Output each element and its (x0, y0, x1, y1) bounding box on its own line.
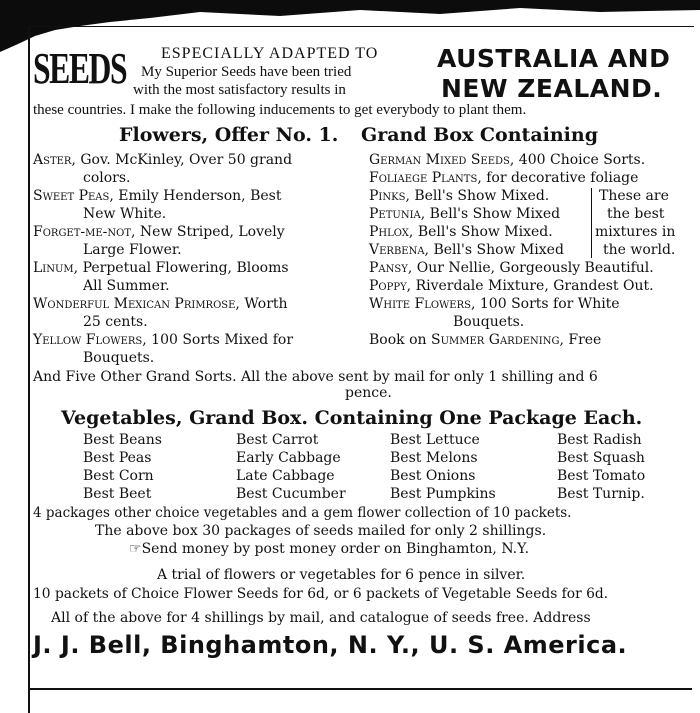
vegetable-item: Best Turnip. (557, 486, 645, 502)
flower-item: Pansy, Our Nellie, Gorgeously Beautiful. (369, 260, 654, 276)
flower-item: Sweet Peas, Emily Henderson, Best (33, 188, 282, 204)
australia-heading: AUSTRALIA AND (437, 44, 671, 73)
flower-item-cont: Bouquets. (83, 350, 155, 366)
flower-item-cont: 25 cents. (83, 314, 148, 330)
flower-item: Foliaege Plants, for decorative foliage (369, 170, 639, 186)
flower-item-cont: colors. (83, 170, 131, 186)
trial-offer: A trial of flowers or vegetables for 6 pence in silver. (157, 567, 526, 583)
vegetable-item: Best Corn (83, 468, 154, 484)
flower-closing: And Five Other Grand Sorts. All the above sent by mail for only 1 shilling and 6 (33, 369, 598, 385)
vegetables-heading: Vegetables, Grand Box. Containing One Package Each. (61, 407, 643, 429)
vegetable-item: Early Cabbage (236, 450, 341, 466)
flowers-heading: Flowers, Offer No. 1. (119, 124, 339, 146)
mixtures-divider (591, 188, 592, 258)
mixtures-note: mixtures in (595, 224, 676, 240)
packets-offer: 10 packets of Choice Flower Seeds for 6d, or 6 packets of Vegetable Seeds for 6d. (33, 586, 609, 602)
vegetable-item: Best Squash (557, 450, 645, 466)
book-offer: Book on Summer Gardening, Free (369, 332, 602, 348)
flower-item: White Flowers, 100 Sorts for White (369, 296, 620, 312)
vegetable-item: Best Beet (83, 486, 152, 502)
vegetable-item: Best Pumpkins (390, 486, 496, 502)
bell-mixture-item: Phlox, Bell's Show Mixed. (369, 224, 553, 240)
vegetable-item: Best Onions (390, 468, 476, 484)
flower-item-cont: New White. (83, 206, 167, 222)
vegetable-item: Best Cucumber (236, 486, 346, 502)
flower-item: German Mixed Seeds, 400 Choice Sorts. (369, 152, 646, 168)
new-zealand-heading: NEW ZEALAND. (441, 74, 663, 103)
flower-closing-cont: pence. (345, 385, 392, 401)
grand-box-heading: Grand Box Containing (361, 124, 598, 146)
flower-item-cont: Bouquets. (453, 314, 525, 330)
bell-mixture-item: Pinks, Bell's Show Mixed. (369, 188, 550, 204)
flower-item: Aster, Gov. McKinley, Over 50 grand (33, 152, 293, 168)
bottom-rule (28, 688, 692, 690)
money-order-line: ☞Send money by post money order on Binghamton, N.Y. (129, 541, 530, 557)
flower-item: Yellow Flowers, 100 Sorts Mixed for (33, 332, 294, 348)
flower-item-cont: All Summer. (83, 278, 170, 294)
vegetable-item: Best Peas (83, 450, 152, 466)
advertiser-address: J. J. Bell, Binghamton, N. Y., U. S. America. (33, 631, 628, 659)
intro-line: these countries. I make the following inducements to get everybody to plant them. (33, 102, 527, 118)
vegetable-item: Best Carrot (236, 432, 319, 448)
flower-item: Forget-me-not, New Striped, Lovely (33, 224, 285, 240)
vegetable-item: Best Tomato (557, 468, 646, 484)
vegetable-item: Best Radish (557, 432, 642, 448)
flower-item: Wonderful Mexican Primrose, Worth (33, 296, 288, 312)
vegetable-item: Late Cabbage (236, 468, 335, 484)
flower-item: Linum, Perpetual Flowering, Blooms (33, 260, 289, 276)
results-line: with the most satisfactory results in (133, 82, 346, 98)
vegetable-price: The above box 30 packages of seeds mailed for only 2 shillings. (95, 523, 547, 539)
mixtures-note: These are (599, 188, 669, 204)
mixtures-note: the world. (603, 242, 676, 258)
adapted-line: ESPECIALLY ADAPTED TO (161, 45, 379, 62)
flower-item: Poppy, Riverdale Mixture, Grandest Out. (369, 278, 654, 294)
flower-item-cont: Large Flower. (83, 242, 182, 258)
vegetable-item: Best Beans (83, 432, 162, 448)
seeds-title: SEEDS (33, 44, 127, 93)
vegetable-item: Best Melons (390, 450, 478, 466)
tried-line: My Superior Seeds have been tried (141, 64, 352, 80)
all-offer: All of the above for 4 shillings by mail, and catalogue of seeds free. Address (51, 610, 591, 626)
pointing-hand-icon: ☞ (129, 541, 142, 557)
vegetable-extra: 4 packages other choice vegetables and a gem flower collection of 10 packets. (33, 505, 572, 521)
bell-mixture-item: Petunia, Bell's Show Mixed (369, 206, 561, 222)
mixtures-note: the best (607, 206, 665, 222)
bell-mixture-item: Verbena, Bell's Show Mixed (369, 242, 564, 258)
vegetable-item: Best Lettuce (390, 432, 480, 448)
